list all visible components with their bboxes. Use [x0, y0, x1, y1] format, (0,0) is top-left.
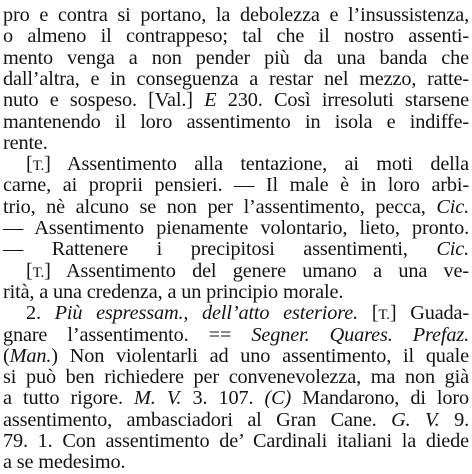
text-line: [3, 345, 469, 368]
text-run: rità, a una credenza, a un principio morale.: [3, 280, 344, 303]
text-run: gnare l’assentimento. ==: [3, 323, 252, 346]
text-run: 79. 1. Con assentimento de’ Cardinali italiani la diede: [3, 430, 469, 452]
text-line: [3, 25, 469, 48]
text-line: [3, 238, 469, 261]
text-run: Man.: [9, 344, 52, 367]
text-run: mantenendo il loro assentimento in isola e indiffe-: [3, 110, 469, 133]
text-run: 2.: [26, 302, 55, 325]
text-run: [: [26, 259, 33, 282]
text-run: E: [204, 89, 217, 112]
text-line: [3, 409, 469, 432]
text-run: — Assentimento pienamente volontario, lieto, pronto.: [3, 217, 469, 239]
text-run: [: [26, 153, 33, 176]
text-line: [3, 430, 469, 453]
text-run: trio, nè alcuno se non per l’assentimento, pecca,: [3, 195, 437, 218]
text-run: Mandarono, di loro: [291, 387, 469, 410]
text-run: M. V.: [134, 387, 182, 410]
text-run: [: [358, 302, 379, 325]
text-line: [3, 47, 469, 70]
text-line: [3, 68, 469, 91]
text-line: [26, 302, 469, 325]
text-run: T.: [32, 158, 45, 175]
text-run: ] Guada-: [389, 302, 469, 325]
text-run: carne, ai proprii pensieri. — Il male è in loro arbi-: [3, 174, 469, 197]
text-run: 9.: [439, 408, 469, 431]
text-line: [26, 153, 469, 176]
text-run: 3. 107.: [181, 387, 265, 410]
text-line: [3, 89, 469, 112]
text-run: T.: [378, 307, 390, 324]
text-run: nuto e sospeso. [Val.]: [3, 89, 205, 112]
text-run: Segner. Quares. Prefaz.: [251, 323, 469, 346]
text-line: [3, 174, 469, 197]
text-run: ) Non violentarli ad uno assentimento, il quale: [51, 344, 469, 367]
text-run: Più espressam., dell’atto esteriore.: [54, 302, 359, 325]
text-line: [26, 260, 469, 283]
text-run: ] Assentimento del genere umano a una ve-: [44, 259, 469, 282]
text-run: assentimento, ambasciadori al Gran Cane.: [3, 408, 392, 431]
text-run: dall’altra, e in conseguenza a restar nel mezzo, ratte-: [3, 67, 469, 90]
text-line: [3, 451, 469, 474]
text-line: [3, 387, 469, 410]
text-run: mento venga a non pender più da una banda che: [3, 46, 469, 69]
text-run: T.: [32, 264, 45, 281]
text-line: [3, 217, 469, 240]
text-run: rente.: [3, 131, 48, 154]
text-run: a tutto rigore.: [3, 387, 135, 410]
text-run: G. V.: [391, 408, 440, 431]
text-run: ] Assentimento alla tentazione, ai moti della: [44, 153, 469, 176]
text-line: [3, 324, 469, 347]
text-line: [3, 281, 469, 304]
text-run: si può ben richiedere per convenevolezza, ma non già: [3, 366, 469, 389]
text-run: — Rattenere i precipitosi assentimenti,: [3, 238, 437, 261]
text-line: [3, 196, 469, 219]
text-line: [3, 4, 469, 27]
text-line: [3, 366, 469, 389]
text-run: Cic.: [436, 238, 469, 261]
text-line: [3, 132, 469, 155]
text-run: Cic.: [436, 195, 469, 218]
text-line: [3, 111, 469, 134]
text-run: (C): [264, 387, 292, 410]
text-run: pro e contra si portano, la debolezza e l’insussistenza,: [3, 4, 469, 26]
text-run: o almeno il contrappeso; tal che il nostro assenti-: [3, 25, 469, 48]
text-run: 230. Così irresoluti starsene: [216, 89, 469, 112]
text-run: (: [3, 344, 10, 367]
text-run: a se medesimo.: [3, 451, 126, 474]
